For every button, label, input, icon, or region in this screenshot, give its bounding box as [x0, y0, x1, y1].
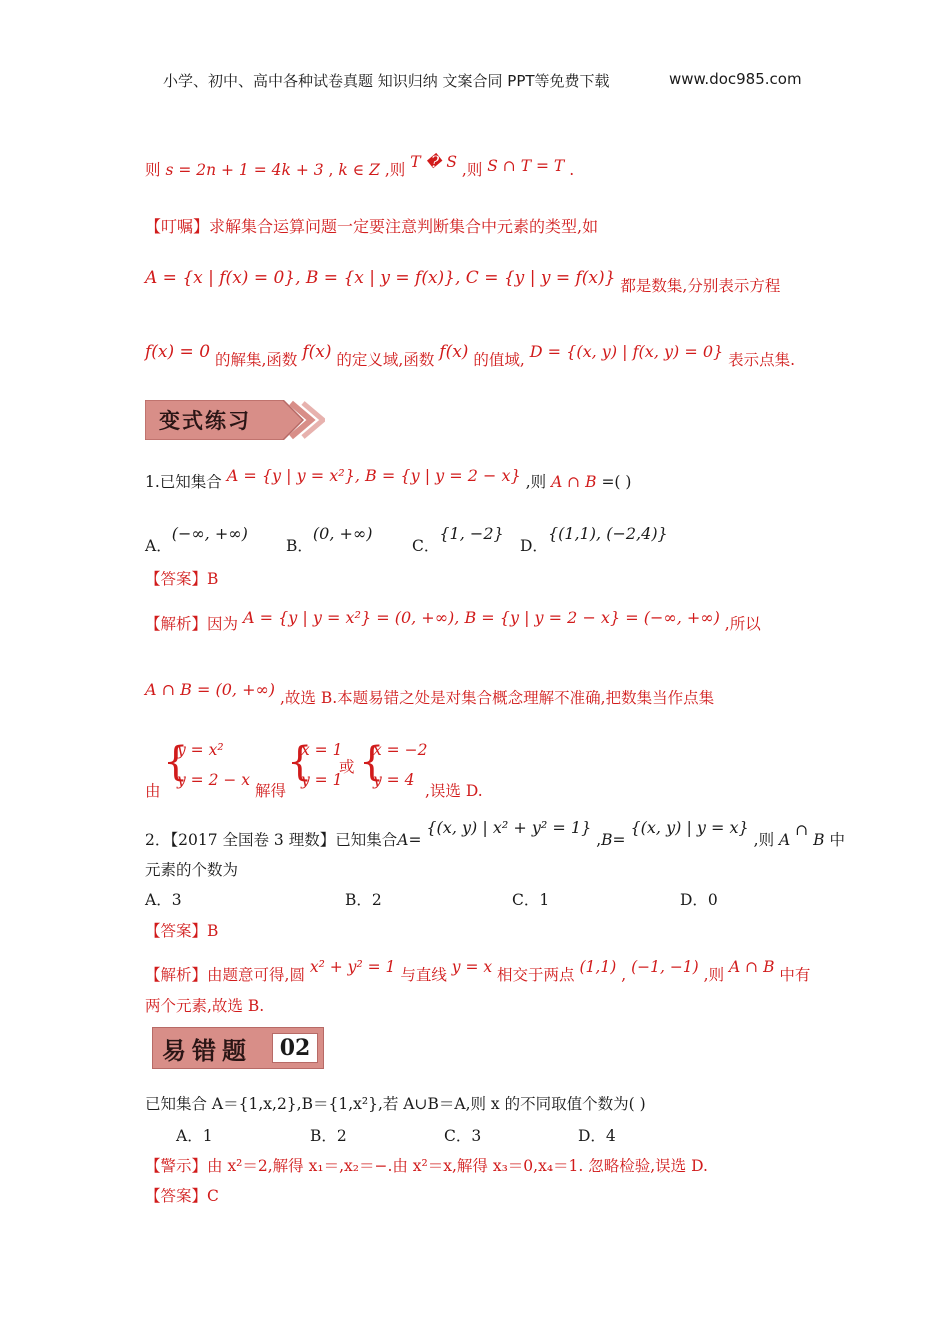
question-source: 【2017 全国卷 3 理数】: [170, 831, 336, 849]
var: B: [601, 831, 613, 849]
text: ,则: [525, 473, 547, 491]
banner-label: 变式练习: [159, 409, 251, 433]
answer-value: B: [207, 922, 219, 940]
text: 或: [339, 758, 355, 776]
formula: y = 2 − x: [177, 771, 251, 789]
q1-explanation-3: [145, 737, 545, 800]
var: A: [779, 831, 791, 849]
formula: x = −2: [373, 741, 428, 759]
q2-stem-1: [145, 816, 845, 849]
formula: s = 2n + 1 = 4k + 3: [165, 161, 324, 179]
formula: f(x) = 0: [145, 342, 211, 362]
q1-explanation-2: [145, 678, 715, 707]
tip-line-2: [145, 266, 781, 295]
text: ,: [328, 161, 334, 179]
text: 1.已知集合: [145, 473, 222, 491]
text: =: [612, 831, 626, 849]
formula: k ∈ Z: [338, 161, 380, 179]
formula: y = x: [451, 958, 493, 976]
intro-line: [145, 153, 575, 180]
section-banner-practice: [145, 400, 325, 440]
option-letter: A．: [145, 537, 172, 555]
text: ,则: [703, 966, 725, 984]
question-number: 2．: [145, 831, 171, 849]
option-letter: C．: [412, 537, 440, 555]
q2-option-d: D．0: [680, 891, 718, 909]
explanation-label: 【解析】: [145, 615, 208, 633]
q1-option-d: [520, 522, 668, 555]
text: 的定义域,函数: [336, 351, 435, 369]
q2-explanation-1: [145, 955, 811, 984]
formula: y = 4: [373, 771, 415, 789]
text: 由: [145, 782, 161, 800]
q3-stem: 已知集合 A＝{1,x,2},B＝{1,x²},若 A∪B＝A,则 x 的不同取值个数为( ): [145, 1095, 646, 1113]
text: 则: [145, 161, 161, 179]
text: ,误选 D.: [425, 782, 483, 800]
formula: y = 1: [301, 771, 343, 789]
formula: {(1,1), (−2,4)}: [547, 524, 668, 543]
formula: D = {(x, y) | f(x, y) = 0}: [529, 342, 724, 361]
tip-line-1: [145, 214, 598, 237]
formula: x = 1: [301, 741, 343, 759]
formula: A ∩ B: [729, 958, 775, 976]
header-url[interactable]: www.doc985.com: [669, 70, 802, 88]
q1-explanation-1: [145, 606, 761, 633]
formula: y = x²: [177, 741, 224, 759]
text: 与直线: [400, 966, 447, 984]
text: =( ): [601, 473, 632, 491]
header-left: 小学、初中、高中各种试卷真题 知识归纳 文案合同 PPT等免费下载: [163, 72, 610, 90]
text: ,则: [384, 161, 406, 179]
var: A: [397, 831, 409, 849]
q2-stem-2: 元素的个数为: [145, 861, 239, 879]
formula: A ∩ B = (0, +∞): [145, 680, 276, 699]
tip-text: 求解集合运算问题一定要注意判断集合中元素的类型,如: [209, 217, 599, 236]
banner-label: 易错题: [162, 1037, 252, 1065]
q1-option-c: [412, 522, 504, 555]
q3-option-b: B．2: [310, 1127, 347, 1145]
formula: (−1, −1): [631, 958, 699, 976]
formula: A = {y | y = x²}, B = {y | y = 2 − x}: [226, 466, 521, 485]
formula: x² + y² = 1: [309, 958, 396, 976]
text: 表示点集.: [728, 351, 796, 369]
q1-answer: [145, 567, 218, 589]
answer-label: 【答案】: [145, 1187, 208, 1205]
text: 已知集合: [335, 831, 398, 849]
formula: (−∞, +∞): [171, 524, 248, 543]
option-letter: B．: [286, 537, 313, 555]
formula: A = {x | f(x) = 0}, B = {x | y = f(x)}, C = {y | y = f(x)}: [145, 268, 616, 288]
text: ,所以: [724, 615, 761, 633]
q2-option-a: A．3: [145, 891, 182, 909]
answer-value: B: [207, 570, 219, 588]
banner-number: 02: [272, 1033, 318, 1063]
q2-answer: [145, 919, 218, 941]
text: 中有: [779, 966, 811, 984]
formula: T � S: [410, 153, 457, 171]
q2-explanation-2: 两个元素,故选 B.: [145, 997, 265, 1015]
warning-text: 由 x²＝2,解得 x₁＝,x₂＝−.由 x²＝x,解得 x₃＝0,x₄＝1. 忽略检验,误选 D.: [207, 1157, 708, 1175]
brace-left-icon: {: [163, 739, 189, 785]
text: 都是数集,分别表示方程: [620, 277, 781, 295]
q3-option-d: D．4: [578, 1127, 616, 1145]
explanation-label: 【解析】: [145, 966, 208, 984]
q2-option-b: B．2: [345, 891, 382, 909]
answer-label: 【答案】: [145, 922, 208, 940]
tip-line-3: [145, 340, 796, 369]
text: ,故选 B.本题易错之处是对集合概念理解不准确,把数集当作点集: [279, 689, 715, 707]
formula: (1,1): [579, 958, 617, 976]
var: B: [813, 831, 825, 849]
brace-left-icon: {: [287, 739, 313, 785]
tip-label: 【叮嘱】: [145, 217, 210, 236]
formula: f(x): [302, 342, 332, 362]
text: ,: [596, 831, 602, 849]
text: =: [408, 831, 422, 849]
formula: {(x, y) | x² + y² = 1}: [426, 818, 592, 837]
formula: S ∩ T = T: [487, 157, 565, 175]
text: .: [569, 161, 575, 179]
section-banner-common-mistakes: [152, 1027, 324, 1067]
text: 的解集,函数: [214, 351, 298, 369]
text: ∩: [795, 821, 809, 839]
text: 的值域,: [473, 351, 525, 369]
formula: {1, −2}: [439, 524, 504, 543]
q1-option-b: [286, 522, 373, 555]
warning-label: 【警示】: [145, 1157, 208, 1175]
q3-option-a: A．1: [176, 1127, 213, 1145]
formula: (0, +∞): [312, 524, 373, 543]
q3-option-c: C．3: [444, 1127, 482, 1145]
q3-answer: [145, 1184, 219, 1206]
q1-stem: [145, 464, 632, 491]
formula: A ∩ B: [551, 473, 597, 491]
q1-option-a: [145, 522, 248, 555]
text: ,: [621, 966, 627, 984]
text: 因为: [207, 615, 239, 633]
option-letter: D．: [520, 537, 548, 555]
text: 由题意可得,圆: [207, 966, 305, 984]
answer-label: 【答案】: [145, 570, 208, 588]
text: 解得: [255, 782, 287, 800]
text: 中: [829, 831, 845, 849]
formula: {(x, y) | y = x}: [630, 818, 749, 837]
brace-left-icon: {: [359, 739, 385, 785]
text: 相交于两点: [497, 966, 575, 984]
formula: f(x): [439, 342, 469, 362]
answer-value: C: [207, 1187, 219, 1205]
q2-option-c: C．1: [512, 891, 550, 909]
formula: A = {y | y = x²} = (0, +∞), B = {y | y = 2 − x} = (−∞, +∞): [242, 608, 720, 627]
text: ,则: [753, 831, 775, 849]
q3-warning: [145, 1154, 708, 1176]
text: ,则: [461, 161, 483, 179]
